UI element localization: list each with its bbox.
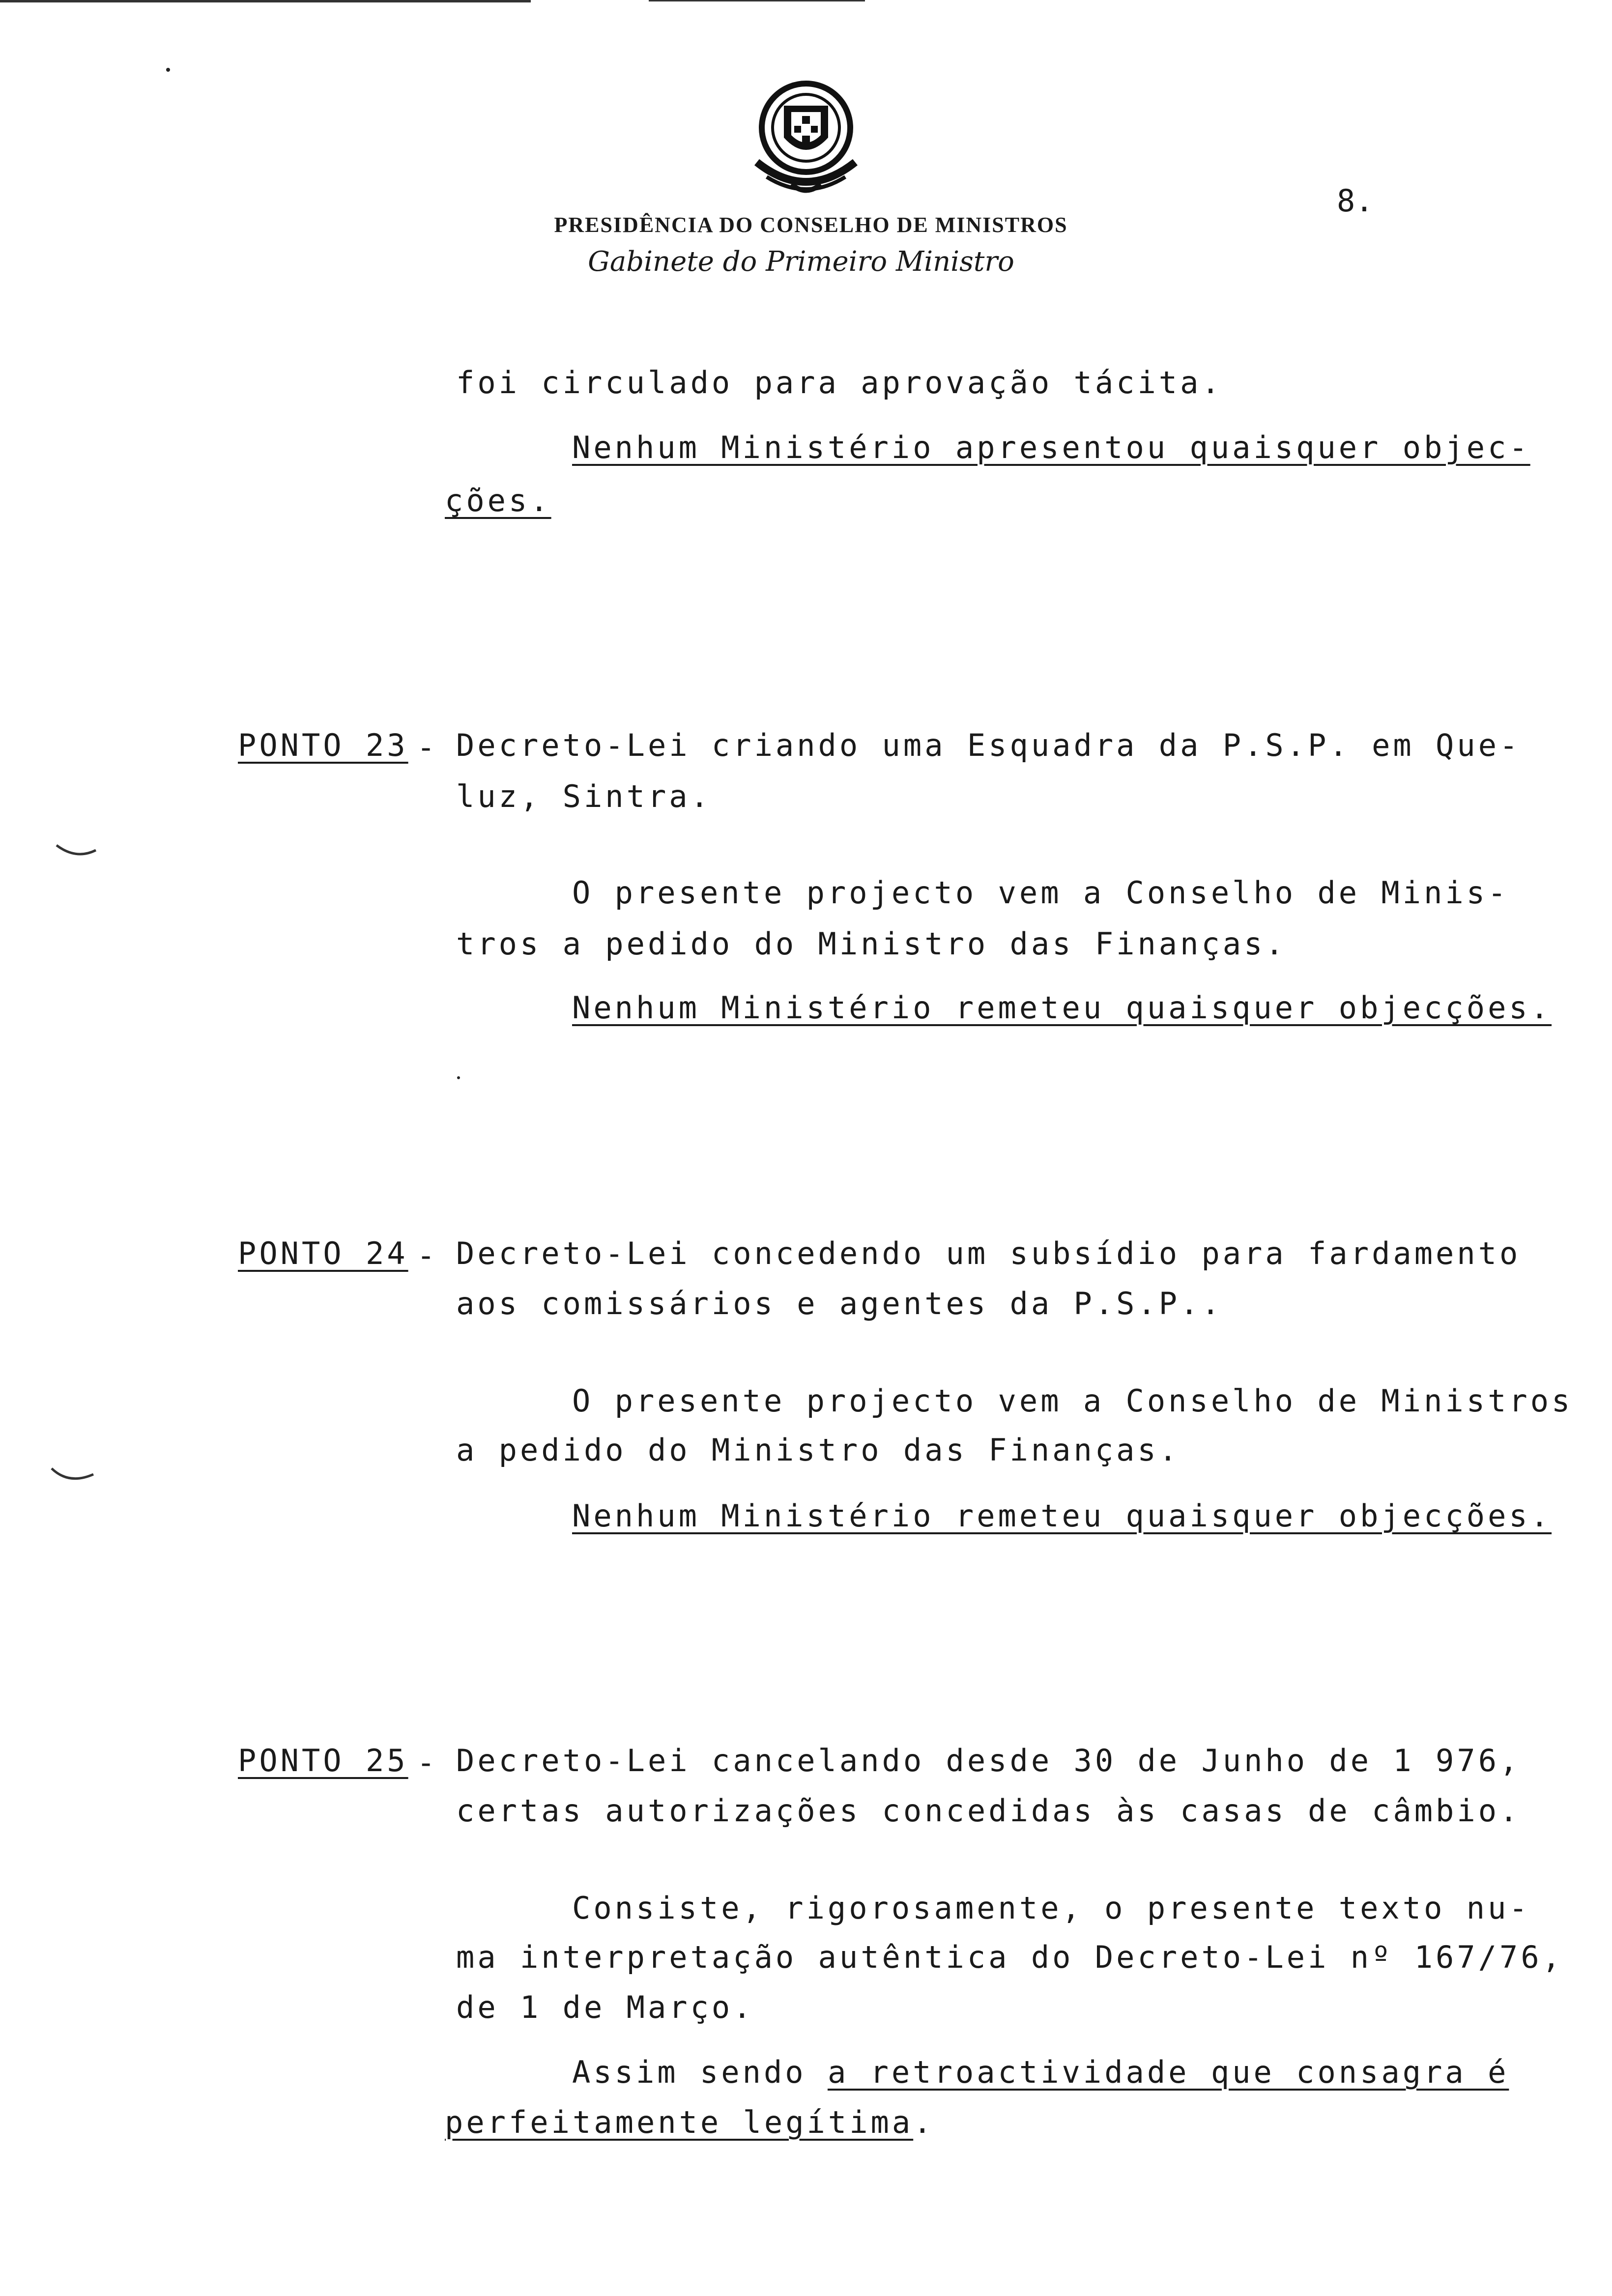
closing-underlined-line2: perfeitamente legítima (445, 2104, 914, 2140)
ponto-objection-line: Nenhum Ministério remeteu quaisquer objecções. (572, 1498, 1552, 1534)
header-title: PRESIDÊNCIA DO CONSELHO DE MINISTROS (554, 213, 1068, 237)
ponto-paragraph-line: ma interpretação autêntica do Decreto-Lei nº 167/76, (456, 1939, 1564, 1975)
punch-hole-mark (54, 840, 98, 865)
scan-edge-line (0, 0, 531, 2)
ponto-title-line: luz, Sintra. (456, 778, 712, 814)
intro-objection-end (445, 483, 551, 518)
ponto-objection-line: Nenhum Ministério remeteu quaisquer objecções. (572, 990, 1552, 1026)
ponto-title-line: Decreto-Lei criando uma Esquadra da P.S.P. em Que- (456, 727, 1521, 763)
ponto-label: PONTO 23 (238, 727, 408, 763)
closing-start: Assim sendo (572, 2054, 828, 2090)
ponto-label: PONTO 25 (238, 1743, 408, 1779)
ponto-paragraph-line: de 1 de Março. (456, 1989, 754, 2025)
closing-underlined: a retroactividade que consagra é (827, 2054, 1509, 2090)
scan-edge-line (649, 0, 865, 1)
ponto-closing-line (572, 2054, 1509, 2090)
intro-objection-end-underlined: ções. (445, 483, 551, 518)
ponto-paragraph-line: O presente projecto vem a Conselho de Minis- (572, 875, 1509, 911)
header-subtitle: Gabinete do Primeiro Ministro (588, 246, 1014, 278)
ponto-paragraph-line: tros a pedido do Ministro das Finanças. (456, 926, 1287, 962)
ponto-label: PONTO 24 (238, 1235, 408, 1271)
ponto-paragraph-line: O presente projecto vem a Conselho de Ministros (572, 1383, 1573, 1419)
closing-end: . (913, 2104, 935, 2140)
ponto-title-line: Decreto-Lei cancelando desde 30 de Junho de 1 976, (456, 1743, 1521, 1779)
ponto-dash: - (417, 729, 435, 765)
intro-objection-line: Nenhum Ministério apresentou quaisquer objec- (572, 430, 1530, 465)
punch-hole-mark (49, 1464, 98, 1489)
ponto-title-line: Decreto-Lei concedendo um subsídio para fardamento (456, 1235, 1521, 1271)
ponto-title-line: aos comissários e agentes da P.S.P.. (456, 1286, 1223, 1321)
ponto-closing-line (445, 2104, 935, 2140)
scan-speck (166, 68, 170, 72)
ponto-title-line: certas autorizações concedidas às casas de câmbio. (456, 1793, 1521, 1829)
ponto-paragraph-line: a pedido do Ministro das Finanças. (456, 1432, 1180, 1468)
page-number: 8. (1337, 183, 1374, 219)
scan-speck (457, 1076, 460, 1079)
portuguese-coat-of-arms-icon (737, 79, 875, 206)
ponto-dash: - (417, 1745, 435, 1780)
ponto-dash: - (417, 1237, 435, 1273)
ponto-paragraph-line: Consiste, rigorosamente, o presente texto nu- (572, 1890, 1530, 1926)
intro-line: foi circulado para aprovação tácita. (456, 365, 1223, 401)
